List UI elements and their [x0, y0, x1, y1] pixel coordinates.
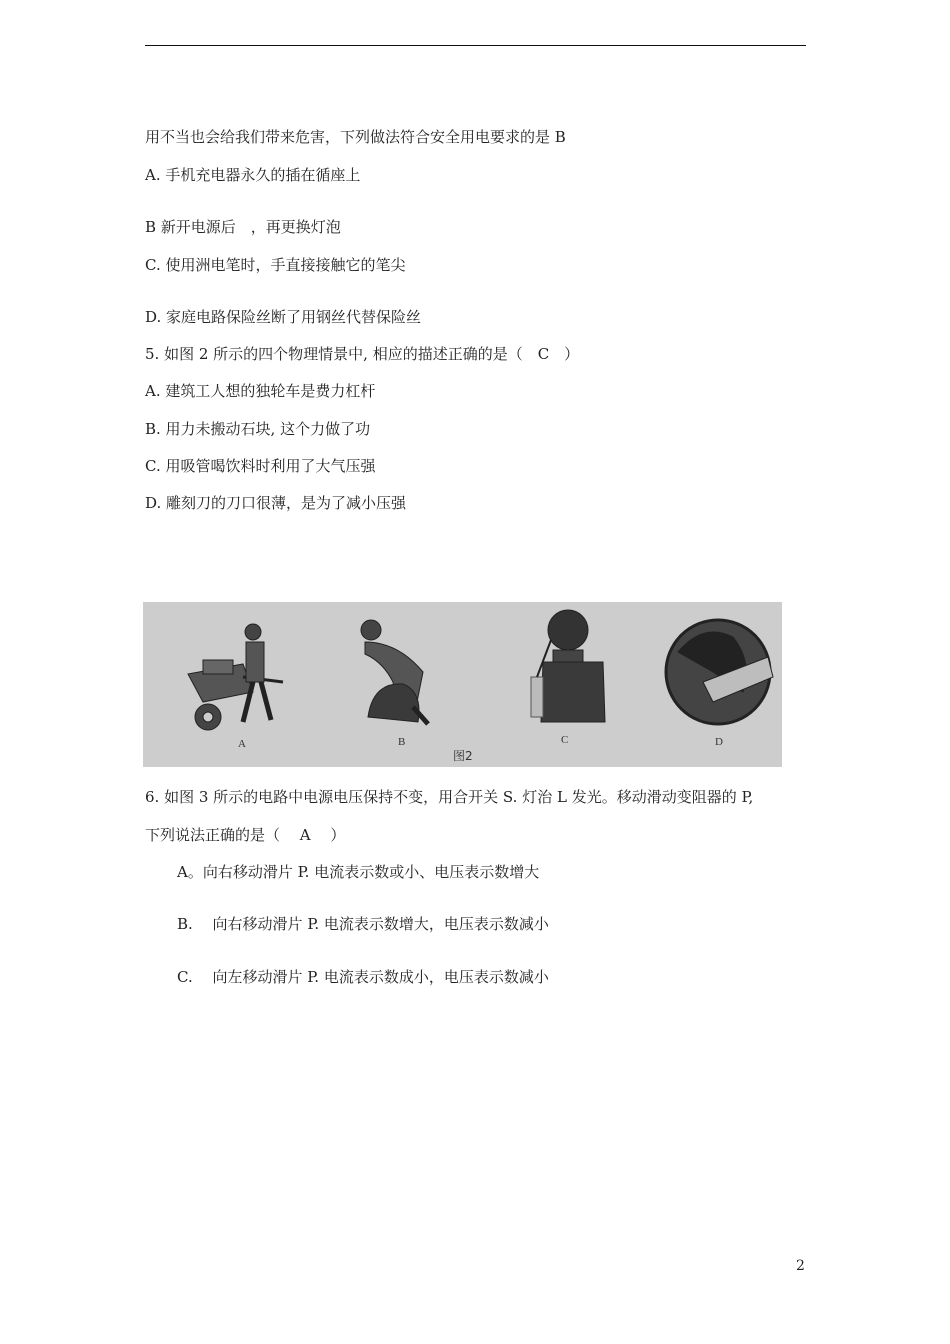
- option-d: D. 家庭电路保险丝断了用钢丝代替保险丝: [145, 308, 422, 326]
- q5-option-c: C. 用吸管喝饮料时利用了大气压强: [145, 457, 376, 475]
- option-a: A. 手机充电器永久的插在循座上: [145, 166, 361, 184]
- figure-label-b: B: [398, 736, 406, 748]
- figure-label-c: C: [561, 734, 569, 746]
- header-rule: [145, 45, 806, 46]
- option-c: C. 使用洲电笔时，手直接接触它的笔尖: [145, 256, 406, 274]
- page-number: 2: [796, 1258, 805, 1274]
- q5-option-b: B. 用力未搬动石块, 这个力做了功: [145, 420, 371, 438]
- q5-option-a: A. 建筑工人想的独轮车是费力杠杆: [145, 382, 376, 400]
- q6-option-c: C. 向左移动滑片 P. 电流表示数成小，电压表示数减小: [177, 968, 549, 986]
- question-5: 5. 如图 2 所示的四个物理情景中, 相应的描述正确的是（ C ）: [145, 345, 580, 363]
- figure-2: [143, 602, 782, 767]
- figure-label-a: A: [238, 738, 246, 750]
- question-6: 6. 如图 3 所示的电路中电源电压保持不变，用合开关 S. 灯治 L 发光。移动滑动变阻器的 P,: [145, 788, 754, 806]
- q6-option-b: B. 向右移动滑片 P. 电流表示数增大，电压表示数减小: [177, 915, 549, 933]
- figure-caption: 图2: [453, 749, 473, 763]
- question-6-cont: 下列说法正确的是（ A ）: [145, 826, 346, 844]
- carving-knife-illustration: [666, 620, 773, 724]
- question-text-line: 用不当也会给我们带来危害，下列做法符合安全用电要求的是 B: [145, 128, 566, 146]
- q5-option-d: D. 雕刻刀的刀口很薄，是为了减小压强: [145, 494, 407, 512]
- figure-label-d: D: [715, 736, 723, 748]
- option-b: B 新开电源后 ，再更换灯泡: [145, 218, 341, 236]
- q6-option-a: A。向右移动滑片 P. 电流表示数或小、电压表示数增大: [177, 863, 540, 881]
